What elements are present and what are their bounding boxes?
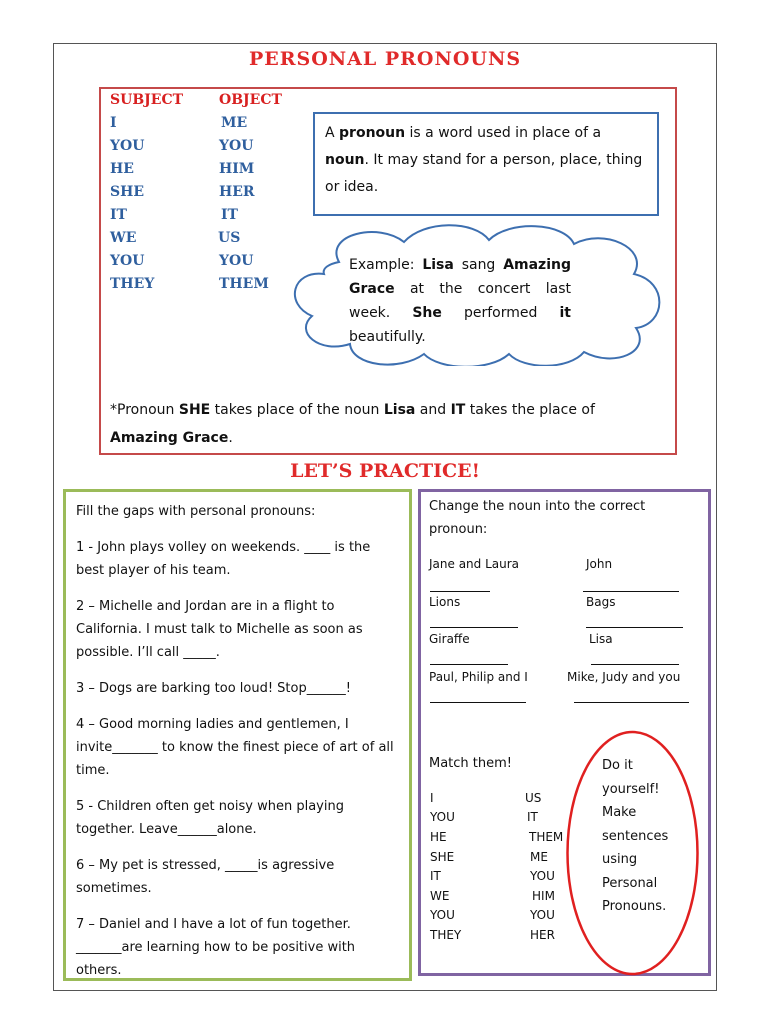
definition-box bbox=[313, 112, 659, 216]
match-right-item: HIM bbox=[532, 889, 555, 903]
noun-item: Bags bbox=[586, 595, 616, 609]
exercise-item: 4 – Good morning ladies and gentlemen, I invite_______ to know the finest piece of art of all time. bbox=[76, 717, 394, 778]
noun-item: Lions bbox=[429, 595, 461, 609]
match-left-item: SHE bbox=[430, 850, 455, 864]
match-left-item: YOU bbox=[430, 908, 455, 922]
match-title: Match them! bbox=[429, 756, 513, 771]
match-right-item: ME bbox=[530, 850, 548, 864]
page-title: PERSONAL PRONOUNS bbox=[248, 48, 522, 70]
pronoun-row bbox=[110, 138, 310, 160]
match-right-item: IT bbox=[527, 810, 538, 824]
change-noun-instruction: Change the noun into the correct pronoun: bbox=[429, 499, 646, 537]
pronoun-row bbox=[110, 161, 310, 183]
example-part: beautifully. bbox=[349, 329, 426, 345]
exercise-item: 3 – Dogs are barking too loud! Stop______! bbox=[76, 681, 351, 696]
example-part: performed bbox=[441, 305, 560, 321]
definition-text: . It may stand for a person, place, thing or idea. bbox=[325, 152, 643, 195]
example-part: at the concert last week. bbox=[349, 281, 571, 321]
match-right-item: THEM bbox=[529, 830, 564, 844]
noun-item: Jane and Laura bbox=[429, 557, 520, 571]
exercise-item: 7 – Daniel and I have a lot of fun together. _______are learning how to be positive with others. bbox=[76, 917, 356, 978]
match-left-item: HE bbox=[430, 830, 447, 844]
match-left-item: WE bbox=[430, 889, 450, 903]
note-part: *Pronoun bbox=[110, 402, 179, 418]
match-right-item: YOU bbox=[530, 908, 555, 922]
subject-pronoun: I bbox=[110, 115, 117, 131]
answer-blank[interactable] bbox=[430, 590, 490, 592]
object-pronoun: THEM bbox=[219, 276, 269, 292]
object-pronoun: HIM bbox=[219, 161, 255, 177]
pronoun-row bbox=[110, 230, 310, 252]
note-keyword: Amazing Grace bbox=[110, 430, 229, 446]
subject-pronoun: IT bbox=[110, 207, 127, 223]
definition-keyword: pronoun bbox=[339, 125, 406, 141]
note-keyword: SHE bbox=[178, 402, 211, 418]
answer-blank[interactable] bbox=[430, 626, 518, 628]
fill-gaps-box bbox=[63, 489, 412, 981]
object-pronoun: ME bbox=[221, 115, 248, 131]
answer-blank[interactable] bbox=[583, 590, 679, 592]
answer-blank[interactable] bbox=[591, 663, 679, 665]
note-part: and bbox=[415, 402, 451, 418]
practice-title: LET’S PRACTICE! bbox=[290, 460, 480, 482]
noun-item: John bbox=[586, 557, 613, 571]
example-text bbox=[349, 253, 571, 349]
fill-gaps-instruction: Fill the gaps with personal pronouns: bbox=[76, 504, 316, 519]
object-pronoun: US bbox=[218, 230, 241, 246]
subject-pronoun: THEY bbox=[110, 276, 155, 292]
object-pronoun: YOU bbox=[219, 138, 254, 154]
note-part: takes the place of bbox=[465, 402, 595, 418]
object-header: OBJECT bbox=[219, 92, 282, 108]
subject-pronoun: YOU bbox=[110, 138, 145, 154]
definition-keyword: noun bbox=[325, 152, 365, 168]
pronoun-row bbox=[110, 184, 310, 206]
subject-pronoun: YOU bbox=[110, 253, 145, 269]
note-keyword: IT bbox=[450, 402, 466, 418]
example-keyword: Lisa bbox=[422, 257, 454, 273]
pronoun-row bbox=[110, 276, 310, 298]
exercise-item: 1 - John plays volley on weekends. ____ is the best player of his team. bbox=[76, 540, 371, 578]
definition-text: A bbox=[325, 125, 340, 141]
note-keyword: Lisa bbox=[383, 402, 416, 418]
pronoun-row bbox=[110, 253, 310, 275]
object-pronoun: IT bbox=[221, 207, 238, 223]
exercise-item: 5 - Children often get noisy when playing together. Leave______alone. bbox=[76, 799, 344, 837]
answer-blank[interactable] bbox=[574, 701, 689, 703]
pronoun-row bbox=[110, 115, 310, 137]
subject-header: SUBJECT bbox=[110, 92, 184, 108]
definition-text: is a word used in place of a bbox=[405, 125, 602, 141]
answer-blank[interactable] bbox=[430, 701, 526, 703]
noun-item: Mike, Judy and you bbox=[567, 670, 681, 684]
match-right-item: YOU bbox=[530, 869, 555, 883]
example-keyword: Amazing Grace bbox=[349, 257, 571, 297]
match-right-item: HER bbox=[530, 928, 555, 942]
exercise-item: 2 – Michelle and Jordan are in a flight to California. I must talk to Michelle as soon as possible. I’ll call _____. bbox=[76, 599, 363, 660]
object-pronoun: HER bbox=[219, 184, 255, 200]
pronoun-row bbox=[110, 207, 310, 229]
example-part: sang bbox=[453, 257, 504, 273]
subject-pronoun: WE bbox=[110, 230, 137, 246]
exercise-item: 6 – My pet is stressed, _____is agressive sometimes. bbox=[76, 858, 335, 896]
answer-blank[interactable] bbox=[586, 626, 683, 628]
object-pronoun: YOU bbox=[219, 253, 254, 269]
pronoun-table-header bbox=[110, 92, 310, 114]
pronoun-note bbox=[110, 396, 660, 452]
noun-item: Giraffe bbox=[429, 632, 470, 646]
subject-pronoun: SHE bbox=[110, 184, 145, 200]
note-part: . bbox=[228, 430, 233, 446]
noun-item: Lisa bbox=[589, 632, 613, 646]
match-left-item: I bbox=[430, 791, 434, 805]
match-left-item: IT bbox=[430, 869, 441, 883]
note-part: takes place of the noun bbox=[210, 402, 384, 418]
subject-pronoun: HE bbox=[110, 161, 134, 177]
match-left-item: YOU bbox=[430, 810, 455, 824]
example-part: Example: bbox=[349, 257, 423, 273]
answer-blank[interactable] bbox=[430, 663, 508, 665]
do-it-yourself-text: Do it yourself! Make sentences using Personal Pronouns. bbox=[602, 758, 669, 914]
noun-item: Paul, Philip and I bbox=[429, 670, 528, 684]
match-left-item: THEY bbox=[430, 928, 462, 942]
example-keyword: She bbox=[412, 305, 442, 321]
example-keyword: it bbox=[559, 305, 571, 321]
match-right-item: US bbox=[525, 791, 542, 805]
